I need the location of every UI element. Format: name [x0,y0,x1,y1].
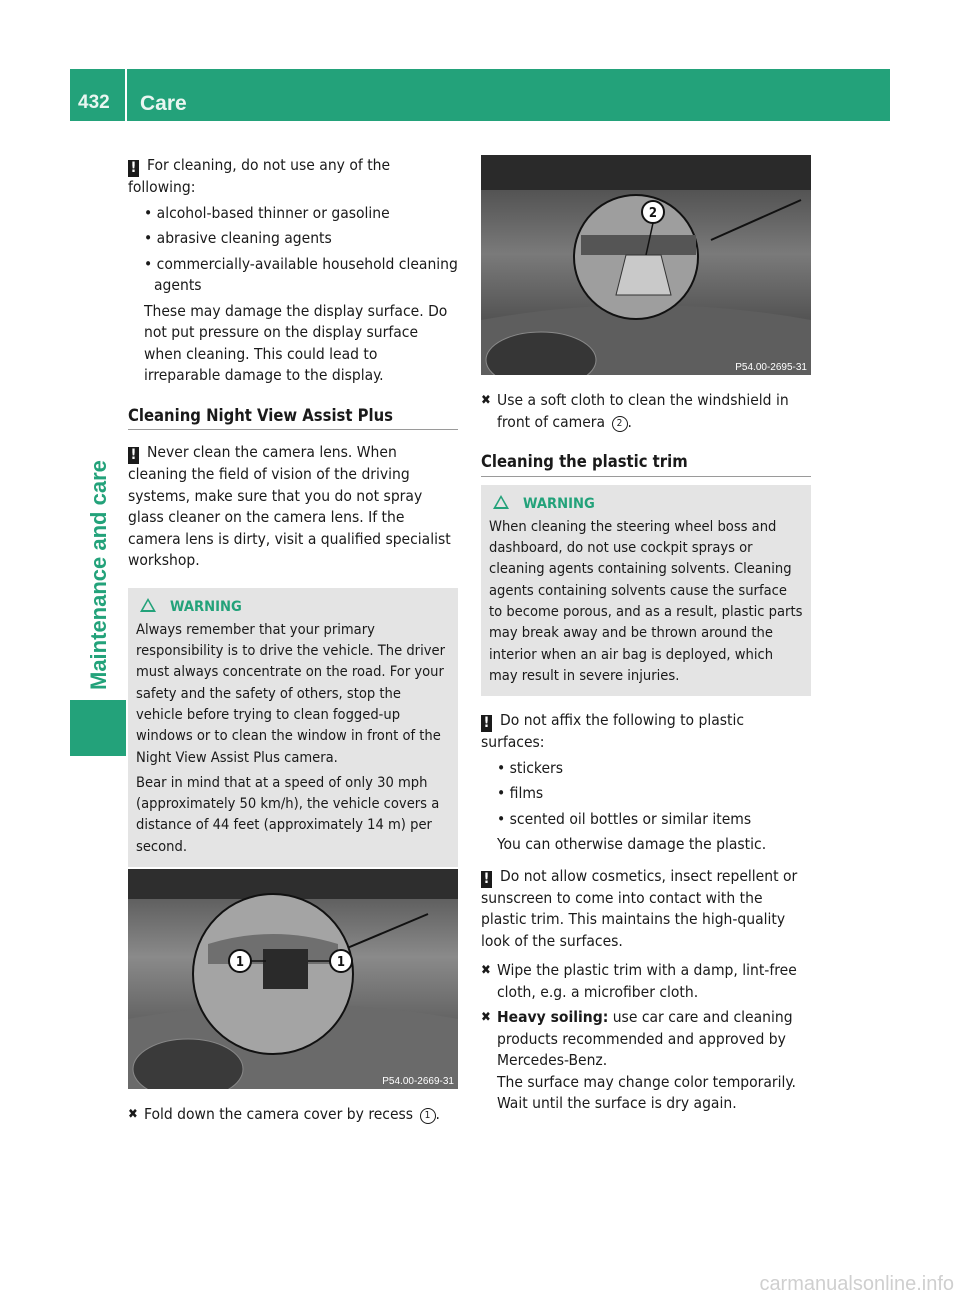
callout-number: 1 [336,955,346,970]
step-arrow-icon: ✖ [481,1010,491,1026]
warning-heading: WARNING [136,596,450,617]
left-column [128,155,458,867]
list-item: • alcohol-based thinner or gasoline [144,203,390,222]
note-camera-lens: ! Never clean the camera lens. When cleaning the field of vision of the driving systems, make sure that you do not spray glass cleaner on the camera lens. If the camera lens is dirty, visit a qualified specialist workshop. [128,443,451,569]
caution-icon: ! [128,160,139,177]
note-body: These may damage the display surface. Do not put pressure on the display surface when cleaning. This could lead to irreparable damage to the display. [144,301,448,384]
page-header-bar [70,69,890,121]
caution-icon: ! [128,447,139,464]
step-arrow-icon: ✖ [128,1107,138,1122]
warning-text: When cleaning the steering wheel boss and dashboard, do not use cockpit sprays or cleaning agents containing solvents. Cleaning agents containing solvents cause the surface to become porous, and as a result, plastic parts may break away and be thrown around the interior when an air bag is deployed, which may result in severe injuries. [489,517,803,684]
caution-icon: ! [481,871,492,888]
list-item: • scented oil bottles or similar items [497,809,752,828]
warning-heading: WARNING [489,493,803,514]
side-tab-marker [70,700,126,756]
callout-number: 2 [648,206,658,221]
watermark: carmanualsonline.info [759,1273,954,1295]
warning-text: Bear in mind that at a speed of only 30 mph (approximately 50 km/h), the vehicle covers a distance of 44 feet (approximately 14 m) per second. [136,773,440,855]
list-item: • films [497,784,544,803]
warning-triangle-icon [493,495,509,509]
note-display-cleaning: ! For cleaning, do not use any of the following: [128,156,391,196]
note-plastic-surfaces: ! Do not affix the following to plastic surfaces: [481,711,745,752]
figure-code: P54.00-2669-31 [382,1076,454,1087]
callout-ref: 2 [612,416,628,432]
section-heading: Cleaning Night View Assist Plus [128,405,458,431]
warning-box [481,485,811,697]
windshield-camera-figure [481,155,811,375]
step-arrow-icon: ✖ [481,963,491,979]
list-item: • abrasive cleaning agents [144,229,332,247]
warning-triangle-icon [140,598,156,612]
note-cosmetics: ! Do not allow cosmetics, insect repellent or sunscreen to come into contact with the plastic trim. This maintains the high-quality look of the surfaces. [481,866,798,950]
warning-text: Always remember that your primary responsibility is to drive the vehicle. The driver must always concentrate on the road. For your safety and the safety of others, stop the vehicle before trying to clean fogged-up windows or to clean the window in front of the Night View Assist Plus camera. [136,620,445,766]
instruction-step: ✖ Heavy soiling: use car care and cleaning products recommended and approved by Mercedes-Benz. The surface may change color temporarily. Wait until the surface is dry again. [481,1008,796,1113]
instruction-step: ✖ Use a soft cloth to clean the windshield in front of camera 2 . [481,391,789,431]
warning-box [128,588,458,868]
list-item: • commercially-available household cleaning agents [144,254,458,294]
step-arrow-icon: ✖ [481,393,491,408]
instruction-step: ✖ Wipe the plastic trim with a damp, lint-free cloth, e.g. a microfiber cloth. [481,961,797,1001]
figure-code: P54.00-2695-31 [735,362,807,373]
callout-ref: 1 [420,1108,436,1124]
callout-number: 1 [235,955,245,970]
side-tab-label: Maintenance and care [86,460,111,690]
note-body: You can otherwise damage the plastic. [497,835,767,854]
chapter-title: Care [140,92,187,115]
header-divider [125,69,127,121]
camera-cover-figure [128,869,458,1089]
instruction-step: ✖ Fold down the camera cover by recess 1 . [128,1104,458,1126]
list-item: • stickers [497,758,564,777]
caution-icon: ! [481,715,492,732]
page-number: 432 [78,92,110,113]
section-heading: Cleaning the plastic trim [481,451,811,477]
right-column [481,390,811,1115]
left-step [128,1104,458,1126]
